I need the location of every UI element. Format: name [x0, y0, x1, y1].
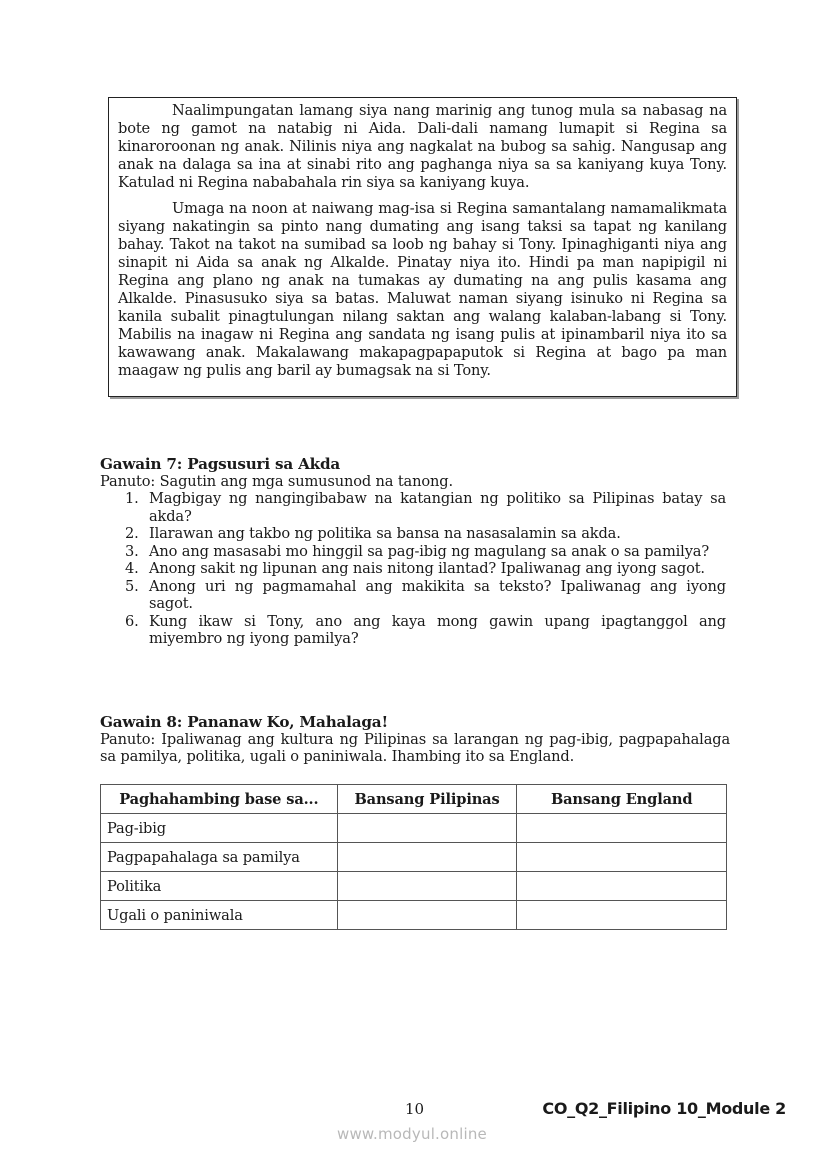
answer-cell-pilipinas[interactable]: [337, 872, 517, 901]
table-row: [101, 814, 727, 843]
question-text: Kung ikaw si Tony, ano ang kaya mong gawin upang ipagtanggol ang miyembro ng iyong pamilya?: [149, 612, 726, 647]
question-number: 4.: [125, 560, 139, 577]
instruction: Panuto: Sagutin ang mga sumusunod na tanong.: [100, 473, 453, 490]
column-header: Bansang Pilipinas: [337, 785, 517, 814]
answer-cell-england[interactable]: [517, 843, 727, 872]
question-number: 2.: [125, 525, 139, 542]
answer-cell-pilipinas[interactable]: [337, 901, 517, 930]
question-number: 1.: [125, 490, 139, 507]
section-title: Gawain 8: Pananaw Ko, Mahalaga!: [100, 713, 388, 731]
question-item: [100, 560, 730, 578]
table-row: [101, 901, 727, 930]
section-title: Gawain 7: Pagsusuri sa Akda: [100, 455, 341, 473]
page-number: 10: [405, 1100, 425, 1118]
table-row: [101, 872, 727, 901]
answer-cell-england[interactable]: [517, 901, 727, 930]
question-text: Magbigay ng nangingibabaw na katangian ng politiko sa Pilipinas batay sa akda?: [149, 490, 726, 525]
column-header: Bansang England: [517, 785, 727, 814]
question-number: 3.: [125, 542, 139, 560]
answer-cell-pilipinas[interactable]: [337, 814, 517, 843]
question-item: [100, 578, 730, 613]
table-header-row: [101, 785, 727, 814]
story-paragraph: Naalimpungatan lamang siya nang marinig ang tunog mula sa nabasag na bote ng gamot na natabig ni Aida. Dali-dali namang lumapit si Regina sa kinaroroonan ng anak. Nilinis niya ang nagkalat na bubog sa sahig. Nangusap ang anak na dalaga sa ina at sinabi rito ang paghanga niya sa sa kaniyang kuya Tony. Katulad ni Regina nababahala rin siya sa kaniyang kuya.: [118, 102, 727, 191]
question-number: 5.: [125, 577, 139, 595]
module-code: CO_Q2_Filipino 10_Module 2: [542, 1099, 786, 1118]
question-text: Ilarawan ang takbo ng politika sa bansa na nasasalamin sa akda.: [149, 525, 621, 542]
gawain-7-section: [100, 455, 730, 648]
row-label-cell: Politika: [101, 872, 338, 901]
row-label-cell: Pag-ibig: [101, 814, 338, 843]
answer-cell-england[interactable]: [517, 872, 727, 901]
question-item: [100, 543, 730, 561]
story-excerpt-box: [108, 97, 737, 397]
table-row: [101, 843, 727, 872]
question-item: [100, 490, 730, 525]
question-item: [100, 525, 730, 543]
question-text: Ano ang masasabi mo hinggil sa pag-ibig ng magulang sa anak o sa pamilya?: [149, 542, 710, 560]
question-number: 6.: [125, 612, 139, 630]
gawain-8-section: [100, 713, 730, 765]
question-text: Anong sakit ng lipunan ang nais nitong ilantad? Ipaliwanag ang iyong sagot.: [149, 560, 705, 577]
question-list: [100, 490, 730, 648]
row-label-cell: Pagpapahalaga sa pamilya: [101, 843, 338, 872]
comparison-table: [100, 784, 727, 930]
watermark: www.modyul.online: [337, 1125, 487, 1143]
instruction: Panuto: Ipaliwanag ang kultura ng Pilipinas sa larangan ng pag-ibig, pagpapahalaga sa pamilya, politika, ugali o paniniwala. Ihambing ito sa England.: [100, 731, 730, 765]
story-paragraph: Umaga na noon at naiwang mag-isa si Regina samantalang namamalikmata siyang nakatingin sa pinto nang dumating ang isang taksi sa tapat ng kanilang bahay. Takot na takot na sumibad sa loob ng bahay si Tony. Ipinaghiganti niya ang sinapit ni Aida sa anak ng Alkalde. Pinatay niya ito. Hindi pa man napipigil ni Regina ang plano ng anak na tumakas ay dumating na ang pulis kasama ang Alkalde. Pinasusuko siya sa batas. Maluwat naman siyang isinuko ni Regina sa kanila subalit pinagtulungan nilang saktan ang walang kalaban-labang si Tony. Mabilis na inagaw ni Regina ang sandata ng isang pulis at ipinambaril niya ito sa kawawang anak. Makalawang makapagpapaputok si Regina at bago pa man maagaw ng pulis ang baril ay bumagsak na si Tony.: [118, 200, 727, 379]
answer-cell-england[interactable]: [517, 814, 727, 843]
column-header: Paghahambing base sa...: [101, 785, 338, 814]
question-item: [100, 613, 730, 648]
row-label-cell: Ugali o paniniwala: [101, 901, 338, 930]
answer-cell-pilipinas[interactable]: [337, 843, 517, 872]
question-text: Anong uri ng pagmamahal ang makikita sa teksto? Ipaliwanag ang iyong sagot.: [149, 577, 726, 612]
